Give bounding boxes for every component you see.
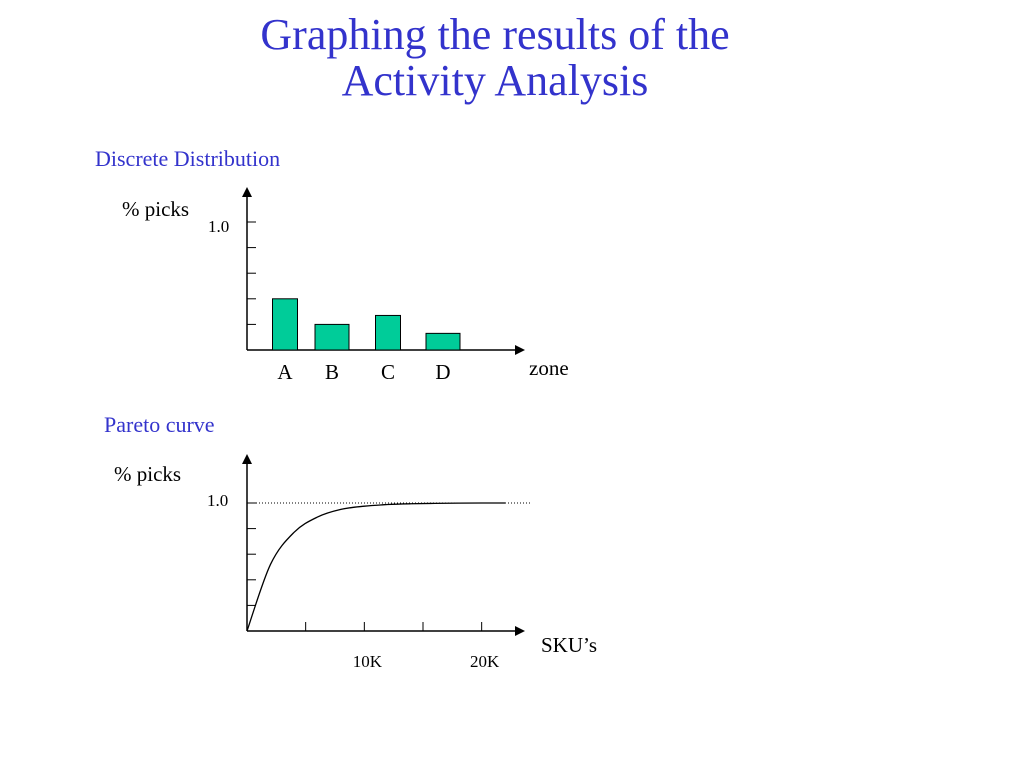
bar-d [426,333,460,350]
pareto-chart-x-ticks [306,622,482,631]
bar-chart [122,192,569,384]
slide-title-line-1: Graphing the results of the [260,10,730,59]
bar-chart-x-tick-label: D [435,360,451,384]
bar-chart-x-axis-label: zone [529,356,569,380]
pareto-chart-y-axis-label: % picks [114,462,182,486]
bar-chart-title: Discrete Distribution [95,146,281,171]
bar-a [273,299,298,350]
bar-chart-x-tick-label: B [324,360,340,384]
bar-chart-x-tick-labels [277,360,450,384]
pareto-chart-y-ticks [247,503,256,605]
bar-chart-y-axis-label: % picks [122,197,190,221]
pareto-chart [114,459,597,671]
slide-title-line-2: Activity Analysis [341,56,649,105]
bar-chart-x-tick-label: A [277,360,293,384]
bar-chart-bars [273,299,461,350]
pareto-chart-title: Pareto curve [104,412,215,437]
bar-c [376,315,401,350]
pareto-curve-line [247,503,505,631]
bar-b [315,324,349,350]
pareto-chart-x-tick-label: 10K [352,652,382,671]
pareto-chart-x-tick-label: 20K [470,652,500,671]
bar-chart-x-tick-label: C [380,360,396,384]
pareto-chart-x-tick-labels [353,652,500,671]
pareto-chart-y-tick-label: 1.0 [207,491,229,510]
bar-chart-y-tick-label: 1.0 [208,217,230,236]
pareto-chart-x-axis-label: SKU’s [541,633,598,657]
bar-chart-y-ticks [247,222,256,324]
